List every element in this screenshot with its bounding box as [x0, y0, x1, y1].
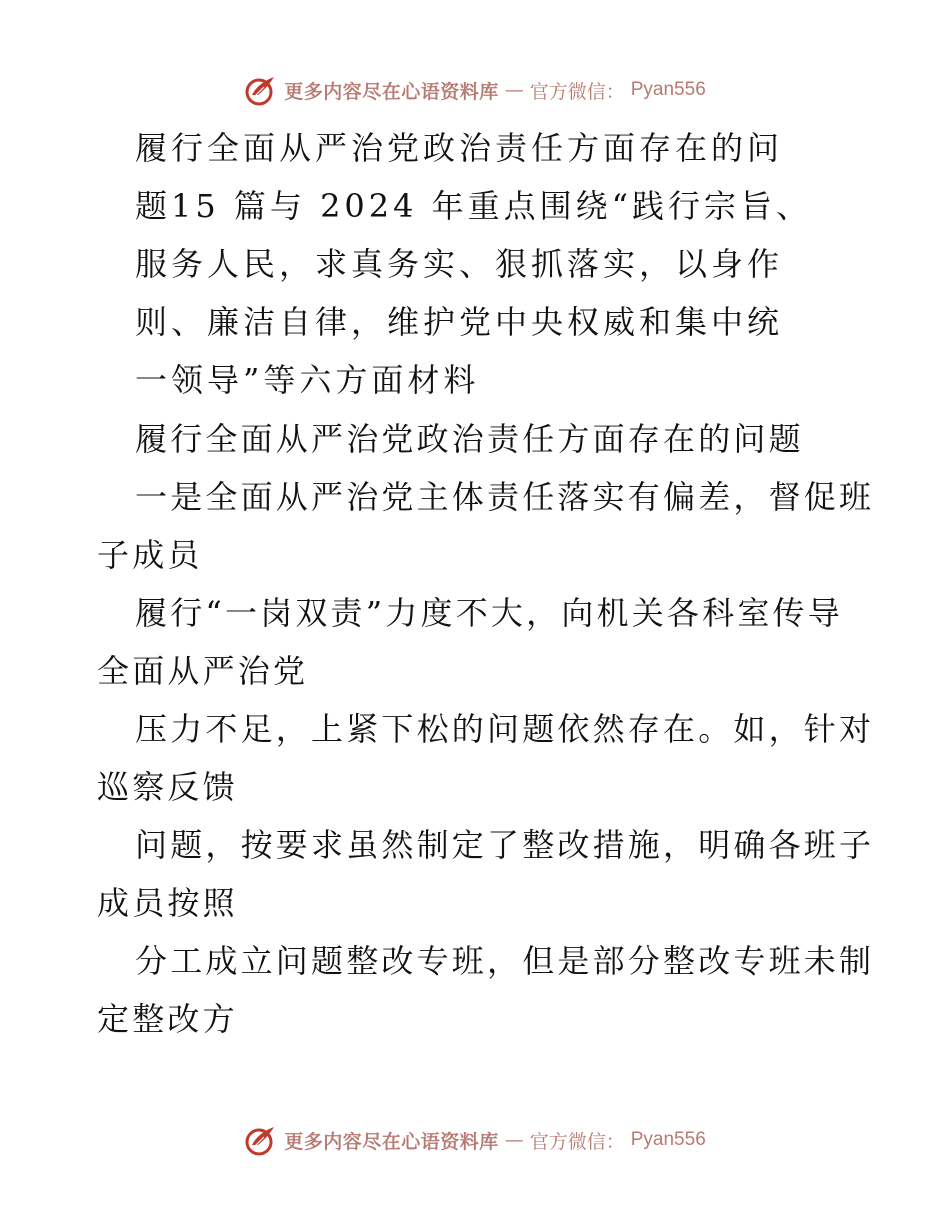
- paragraph-line: 分工成立问题整改专班，但是部分整改专班未制: [135, 942, 875, 980]
- quill-logo-icon: [244, 1123, 278, 1157]
- title-line: 履行全面从严治党政治责任方面存在的问: [135, 129, 784, 167]
- watermark-id: Pyan556: [630, 79, 706, 100]
- watermark-separator: —: [504, 79, 524, 101]
- title-line: 题15 篇与 2024 年重点围绕“践行宗旨、: [135, 187, 813, 225]
- paragraph-line: 一是全面从严治党主体责任落实有偏差，督促班: [135, 478, 875, 516]
- paragraph-line: 履行“一岗双责”力度不大，向机关各科室传导: [135, 594, 843, 632]
- footer-watermark: [0, 1120, 950, 1160]
- title-line: 则、廉洁自律，维护党中央权威和集中统: [135, 303, 784, 341]
- title-line: 服务人民，求真务实、狠抓落实，以身作: [135, 245, 784, 283]
- paragraph-line: 定整改方: [97, 1000, 238, 1038]
- paragraph-line: 问题，按要求虽然制定了整改措施，明确各班子: [135, 826, 875, 864]
- watermark-text: 更多内容尽在心语资料库: [284, 80, 499, 103]
- section-heading: 履行全面从严治党政治责任方面存在的问题: [135, 420, 804, 458]
- watermark-label: 官方微信：: [529, 80, 625, 103]
- watermark-id: Pyan556: [630, 1129, 706, 1150]
- quill-logo-icon: [244, 73, 278, 107]
- watermark-separator: —: [504, 1129, 524, 1151]
- watermark-label: 官方微信：: [529, 1130, 625, 1153]
- paragraph-line: 全面从严治党: [97, 652, 309, 690]
- watermark-text: 更多内容尽在心语资料库: [284, 1130, 499, 1153]
- paragraph-line: 成员按照: [97, 884, 238, 922]
- paragraph-line: 巡察反馈: [97, 768, 238, 806]
- paragraph-line: 子成员: [97, 536, 203, 574]
- paragraph-line: 压力不足，上紧下松的问题依然存在。如，针对: [135, 710, 875, 748]
- header-watermark: [0, 70, 950, 110]
- title-line: 一领导”等六方面材料: [135, 361, 480, 399]
